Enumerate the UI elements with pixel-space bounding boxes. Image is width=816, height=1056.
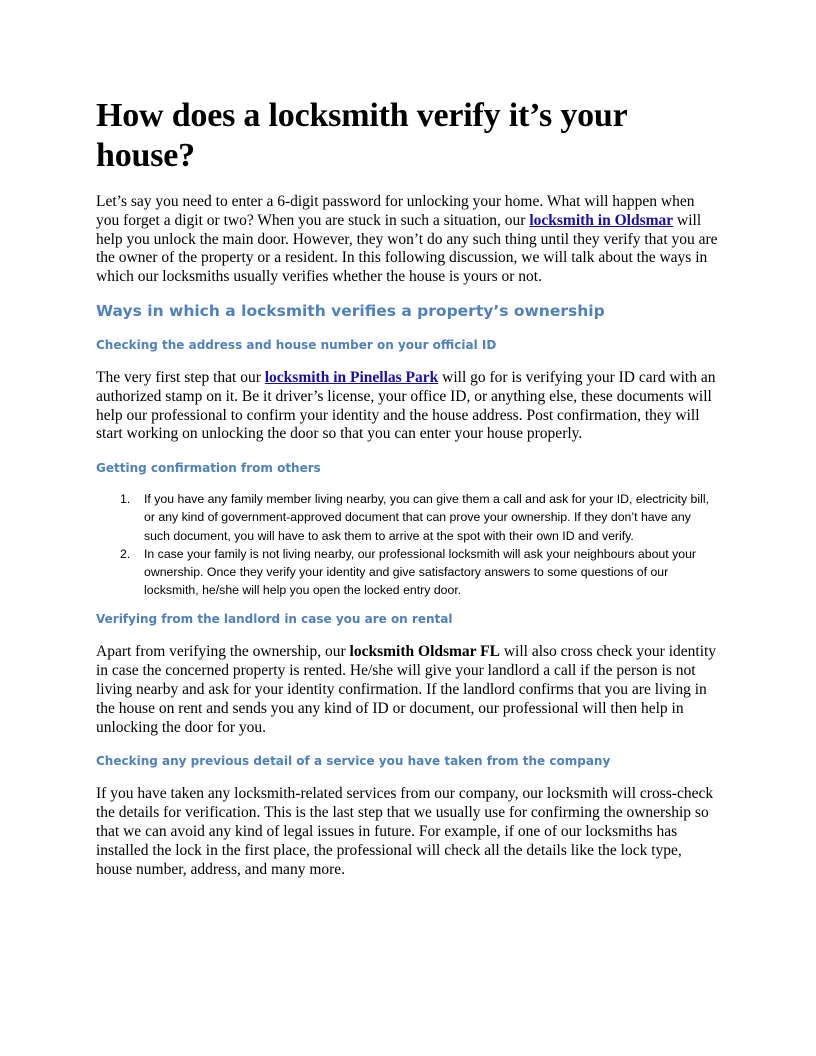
subheading-previous-service: Checking any previous detail of a service you have taken from the company xyxy=(96,754,611,769)
address-text-end: will go for is verifying your ID card with an authorized stamp on it. Be it driver’s license, your office ID, or anything else, these documents will help our professional to confirm your identity and the house address. Post confirmation, they will start working on unlocking the door so that you can enter your house properly. xyxy=(96,368,716,443)
subheading-landlord: Verifying from the landlord in case you are on rental xyxy=(96,612,453,627)
document-page xyxy=(96,96,720,879)
list-item xyxy=(96,545,720,600)
locksmith-oldsmar-link[interactable]: locksmith in Oldsmar xyxy=(529,211,674,229)
list-item-number: 2. xyxy=(120,546,131,561)
landlord-text-start: Apart from verifying the ownership, our xyxy=(96,643,350,661)
page-title: How does a locksmith verify it’s your house? xyxy=(96,97,627,174)
list-item-text: If you have any family member living nearby, you can give them a call and ask for your ID, electricity bill, or any kind of government-approved document that can prove your ownership. If they don’t have any such document, you will have to ask them to arrive at the spot with their own ID and verify. xyxy=(144,492,709,543)
intro-text-end: will help you unlock the main door. However, they won’t do any such thing until they verify that you are the owner of the property or a resident. In this following discussion, we will talk about the ways in which our locksmiths usually verifies whether the house is yours or not. xyxy=(96,211,718,286)
landlord-text-end: will also cross check your identity in case the concerned property is rented. He/she will give your landlord a call if the person is not living nearby and ask for your identity confirmation. If the landlord confirms that you are living in the house on rent and sends you any kind of ID or document, our professional will then help in unlocking the door for you. xyxy=(96,643,717,736)
landlord-paragraph xyxy=(96,643,720,737)
intro-text-start: Let’s say you need to enter a 6-digit password for unlocking your home. What will happen when you forget a digit or two? When you are stuck in such a situation, our xyxy=(96,193,695,229)
list-item xyxy=(96,490,720,545)
subheading-address-check: Checking the address and house number on your official ID xyxy=(96,337,497,352)
previous-service-paragraph: If you have taken any locksmith-related services from our company, our locksmith will cross-check the details for verification. This is the last step that we usually use for confirming the ownership so that we can avoid any kind of legal issues in future. For example, if one of our locksmiths has installed the lock in the first place, the professional will check all the details like the lock type, house number, address, and many more. xyxy=(96,785,714,878)
intro-paragraph xyxy=(96,193,720,287)
address-check-paragraph xyxy=(96,369,720,444)
confirmation-list xyxy=(96,490,720,599)
address-text-start: The very first step that our xyxy=(96,368,265,386)
subheading-confirmation-others: Getting confirmation from others xyxy=(96,461,321,476)
list-item-text: In case your family is not living nearby, our professional locksmith will ask your neighbours about your ownership. Once they verify your identity and give satisfactory answers to some questions of our locksmith, he/she will help you open the locked entry door. xyxy=(144,546,697,598)
locksmith-pinellas-park-link[interactable]: locksmith in Pinellas Park xyxy=(264,368,439,386)
section-heading: Ways in which a locksmith verifies a property’s ownership xyxy=(96,301,605,320)
locksmith-oldsmar-fl-bold: locksmith Oldsmar FL xyxy=(349,643,500,661)
list-item-number: 1. xyxy=(120,492,131,507)
